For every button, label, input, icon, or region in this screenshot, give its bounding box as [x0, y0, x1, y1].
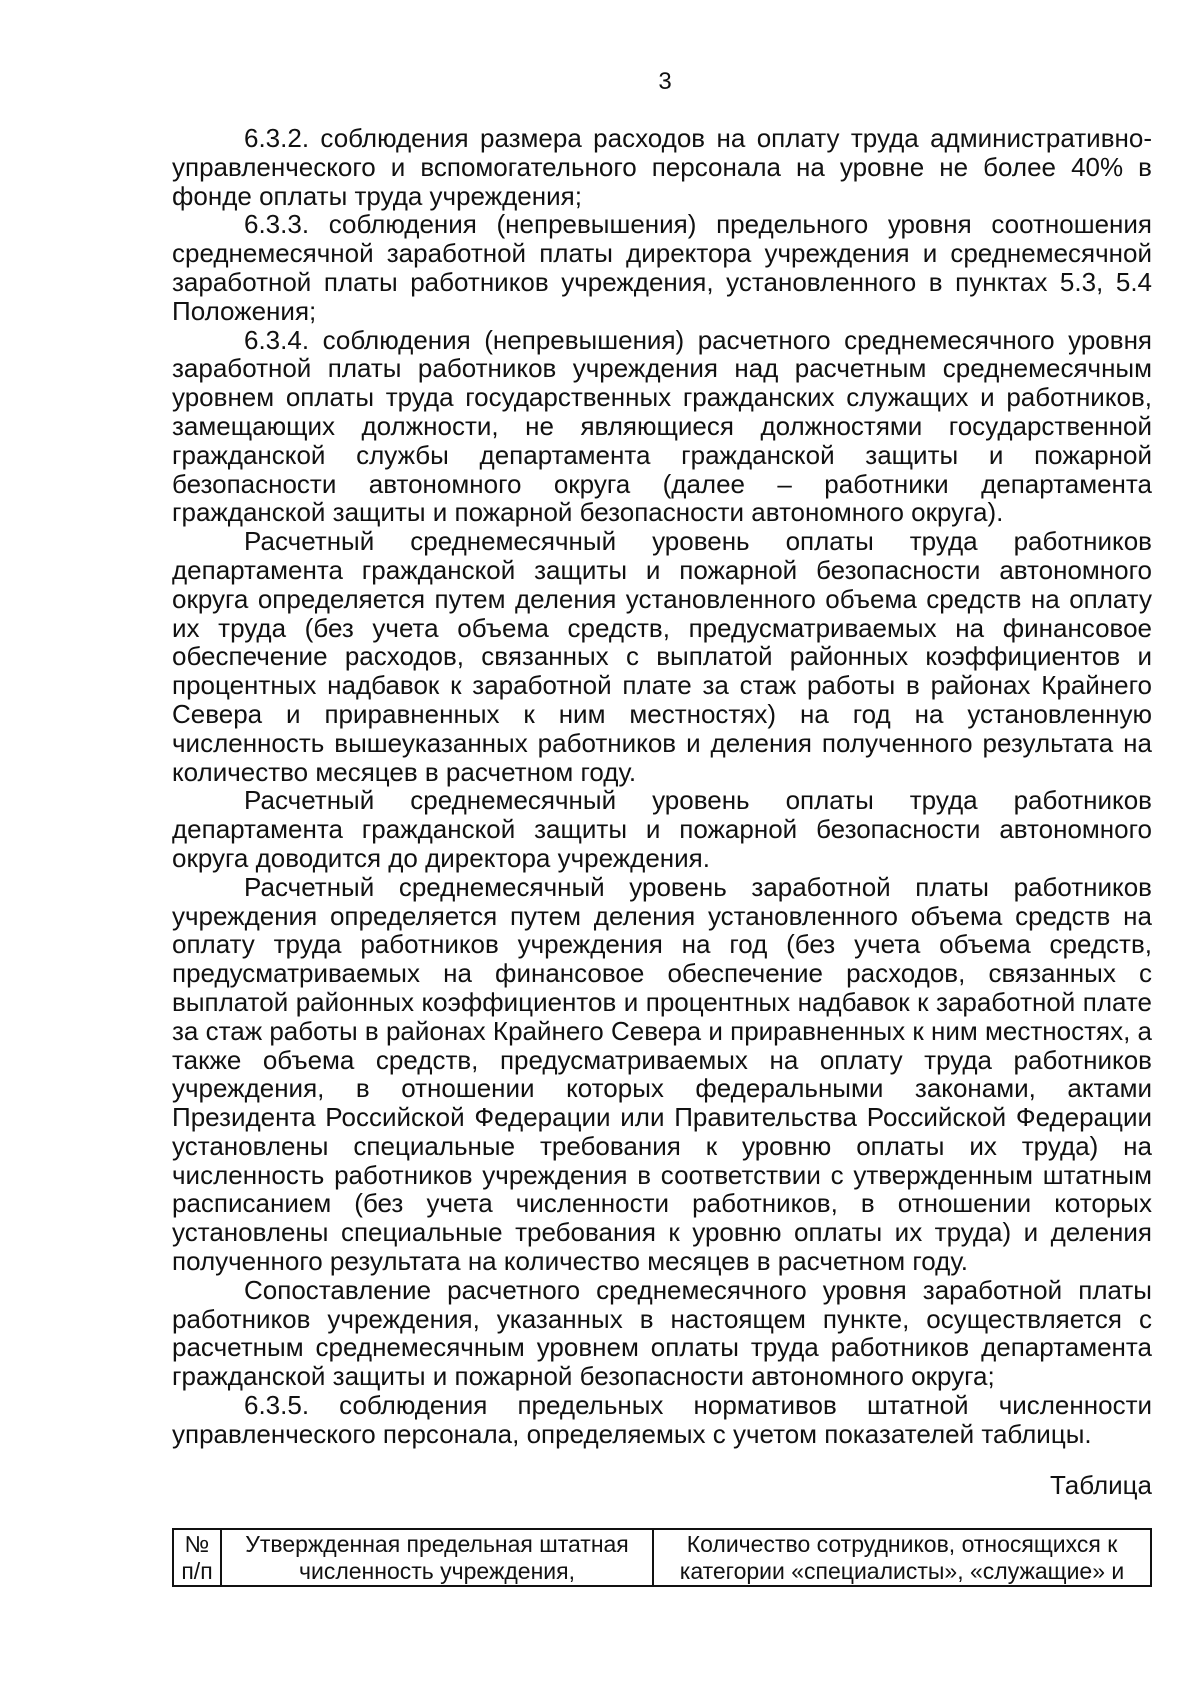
header-number-line-1: №	[184, 1531, 210, 1557]
paragraph-director-notification: Расчетный среднемесячный уровень оплаты труда работников департамента гражданской защиты и пожарной безопасности автономного округа доводится до директора учреждения.	[172, 785, 1152, 873]
paragraph-department-salary-level: Расчетный среднемесячный уровень оплаты труда работников департамента гражданской защиты и пожарной безопасности автономного округа определяется путем деления установленного объема средств на оплату их труда (без учета объема средств, предусматриваемых на финансовое обеспечение расходов, связанных с выплатой районных коэффициентов и процентных надбавок к заработной плате за стаж работы в районах Крайнего Севера и приравненных к ним местностях) на год на установленную численность вышеуказанных работников и деления полученного результата на количество месяцев в расчетном году.	[172, 526, 1152, 787]
document-body	[172, 124, 1152, 1449]
paragraph-6-3-5: 6.3.5. соблюдения предельных нормативов штатной численности управленческого персонала, определяемых с учетом показателей таблицы.	[172, 1390, 1152, 1449]
table-header-row	[173, 1529, 1151, 1586]
header-cell-staff-limit	[221, 1529, 653, 1586]
table-caption: Таблица	[1050, 1470, 1152, 1500]
page-number: 3	[658, 68, 672, 95]
staffing-norms-table	[172, 1528, 1152, 1587]
paragraph-institution-salary-level: Расчетный среднемесячный уровень заработной платы работников учреждения определяется путем деления установленного объема средств на оплату труда работников учреждения на год (без учета объема средств, предусматриваемых на финансовое обеспечение расходов, связанных с выплатой районных коэффициентов и процентных надбавок к заработной плате за стаж работы в районах Крайнего Севера и приравненных к ним местностях, а также объема средств, предусматриваемых на оплату труда работников учреждения, в отношении которых федеральными законами, актами Президента Российской Федерации или Правительства Российской Федерации установлены специальные требования к уровню оплаты их труда) на численность работников учреждения в соответствии с утвержденным штатным расписанием (без учета численности работников, в отношении которых установлены специальные требования к уровню оплаты их труда) и деления полученного результата на количество месяцев в расчетном году.	[172, 871, 1152, 1277]
header-staff-line-2: численность учреждения,	[299, 1558, 575, 1584]
paragraph-comparison: Сопоставление расчетного среднемесячного уровня заработной платы работников учреждения, указанных в настоящем пункте, осуществляется с расчетным среднемесячным уровнем оплаты труда работников департамента гражданской защиты и пожарной безопасности автономного округа;	[172, 1274, 1152, 1392]
header-cell-number	[173, 1529, 221, 1586]
paragraph-6-3-4: 6.3.4. соблюдения (непревышения) расчетного среднемесячного уровня заработной платы работников учреждения над расчетным среднемесячным уровнем оплаты труда государственных гражданских служащих и работников, замещающих должности, не являющиеся должностями государственной гражданской службы департамента гражданской защиты и пожарной безопасности автономного округа (далее – работники департамента гражданской защиты и пожарной безопасности автономного округа).	[172, 324, 1152, 528]
header-number-line-2: п/п	[181, 1558, 213, 1584]
header-staff-line-1: Утвержденная предельная штатная	[245, 1531, 629, 1557]
header-count-line-1: Количество сотрудников, относящихся к	[686, 1531, 1118, 1557]
paragraph-6-3-3: 6.3.3. соблюдения (непревышения) предельного уровня соотношения среднемесячной заработной платы директора учреждения и среднемесячной заработной платы работников учреждения, установленного в пунктах 5.3, 5.4 Положения;	[172, 209, 1152, 326]
header-count-line-2: категории «специалисты», «служащие» и	[679, 1558, 1125, 1584]
header-cell-employee-count	[653, 1529, 1151, 1586]
paragraph-6-3-2: 6.3.2. соблюдения размера расходов на оплату труда административно-управленческого и вспомогательного персонала на уровне не более 40% в фонде оплаты труда учреждения;	[172, 123, 1152, 211]
